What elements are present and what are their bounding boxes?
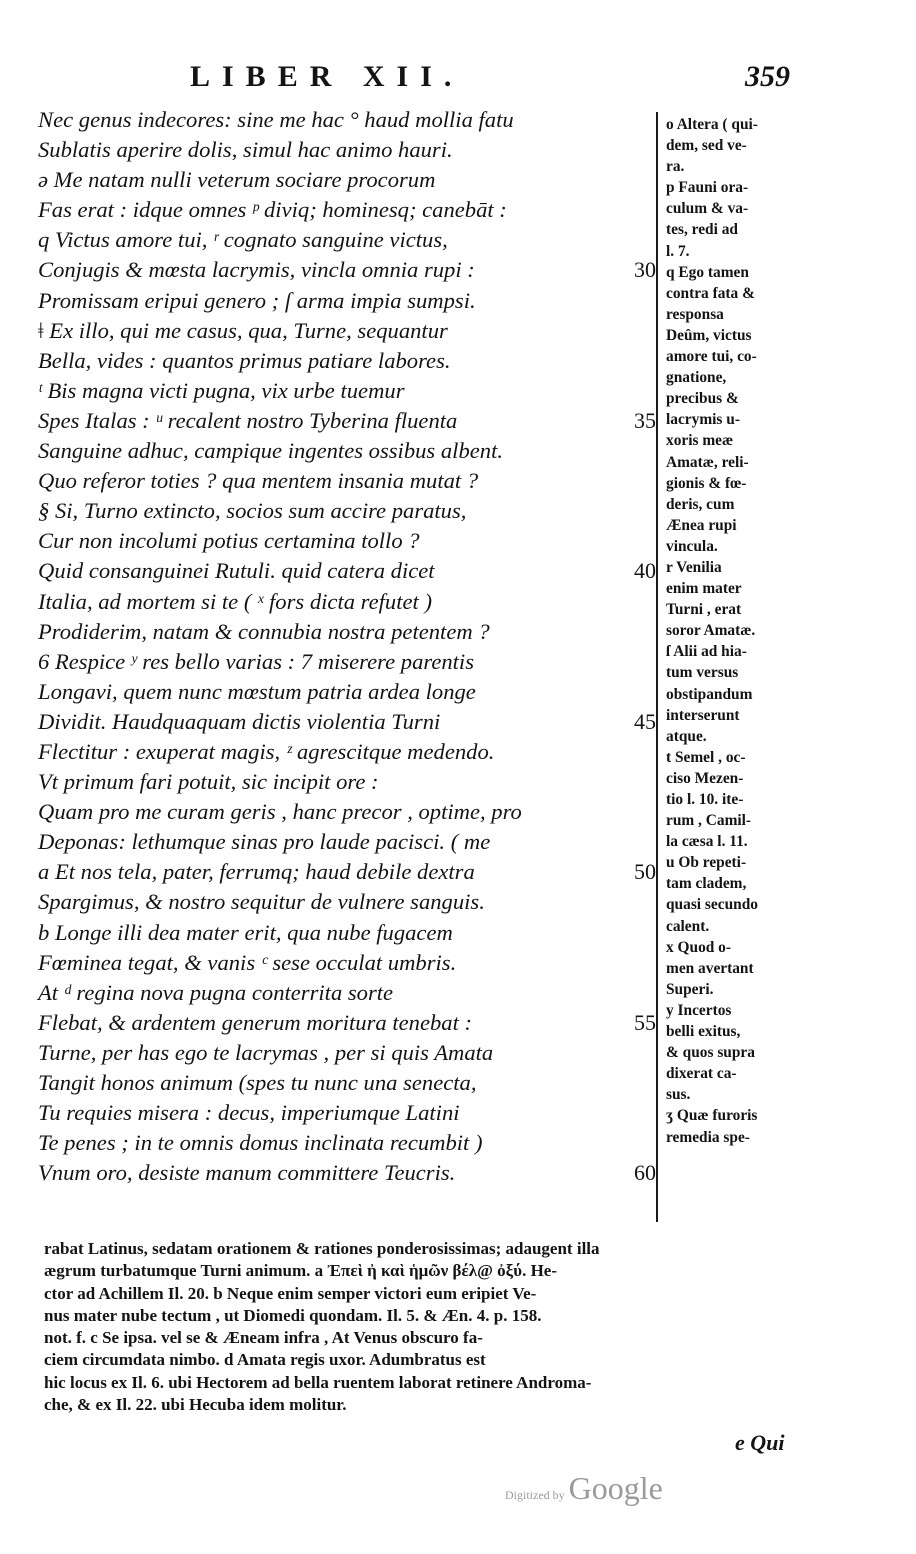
verse-line: [38, 978, 668, 1008]
verse-line: [38, 1038, 668, 1068]
page-number: 359: [745, 60, 790, 93]
gloss-line: calent.: [666, 917, 710, 935]
gloss-line: belli exitus,: [666, 1023, 741, 1041]
verse-line: [38, 647, 668, 677]
verse-text: a Et nos tela, pater, ferrumq; haud debile dextra: [38, 859, 475, 885]
verse-text: § Si, Turno extincto, socios sum accire paratus,: [38, 498, 467, 524]
gloss-line: tum versus: [666, 664, 739, 682]
gloss-line: ra.: [666, 158, 685, 176]
footnote-line: hic locus ex Il. 6. ubi Hectorem ad bella ruentem laborat retinere Androma-: [44, 1372, 592, 1392]
gloss-line: q Ego tamen: [666, 263, 749, 281]
verse-text: Dividit. Haudquaquam dictis violentia Turni: [38, 708, 441, 734]
column-divider: [656, 112, 658, 1222]
digitized-by-google-watermark: [505, 1470, 663, 1507]
verse-text: ǂ Ex illo, qui me casus, qua, Turne, sequantur: [38, 317, 448, 343]
verse-text: 6 Respice ʸ res bello varias : 7 miserere parentis: [38, 648, 474, 674]
verse-text: ᵗ Bis magna victi pugna, vix urbe tuemur: [38, 377, 405, 403]
verse-line: [38, 797, 668, 827]
footnote-line: rabat Latinus, sedatam orationem & rationes ponderosissimas; adaugent illa: [44, 1239, 600, 1258]
watermark-brand: Google: [568, 1470, 663, 1506]
line-number: 50: [634, 859, 656, 885]
verse-line: [38, 255, 668, 285]
verse-text: Flebat, & ardentem generum moritura tenebat :: [38, 1009, 473, 1035]
verse-text: Sublatis aperire dolis, simul hac animo hauri.: [38, 137, 453, 163]
gloss-line: Deûm, victus: [666, 326, 752, 344]
verse-line: [38, 707, 668, 737]
gloss-line: tes, redi ad: [666, 221, 738, 239]
verse-line: [38, 1098, 668, 1128]
verse-line: [38, 316, 668, 346]
gloss-line: enim mater: [666, 580, 742, 598]
verse-text: Spes Italas : ᵘ recalent nostro Tyberina fluenta: [38, 407, 458, 433]
verse-text: Quid consanguinei Rutuli. quid catera dicet: [38, 558, 435, 584]
verse-text: ǝ Me natam nulli veterum sociare procorum: [38, 167, 436, 193]
verse-text: Italia, ad mortem si te ( ˣ fors dicta refutet ): [38, 588, 432, 614]
verse-line: [38, 105, 668, 135]
verse-line: [38, 1128, 668, 1158]
running-head: LIBER XII.: [190, 60, 464, 93]
gloss-line: atque.: [666, 727, 707, 745]
verse-text: Quam pro me curam geris , hanc precor , optime, pro: [38, 799, 522, 825]
line-number: 35: [634, 407, 656, 433]
footnote-line: ægrum turbatumque Turni animum. a Ἐπεὶ ἠ καὶ ἡμῶν βέλ@ ὀξύ. He-: [44, 1261, 557, 1281]
gloss-line: t Semel , oc-: [666, 748, 746, 766]
gloss-line: lacrymis u-: [666, 411, 740, 429]
verse-text: Flectitur : exuperat magis, ᶻ agrescitque medendo.: [38, 738, 495, 764]
gloss-line: tio l. 10. ite-: [666, 791, 744, 808]
gloss-line: contra fata &: [666, 284, 755, 302]
verse-line: [38, 827, 668, 857]
verse-line: [38, 587, 668, 617]
verse-text: Tu requies misera : decus, imperiumque Latini: [38, 1100, 460, 1126]
gloss-line: ʒ Quæ furoris: [666, 1107, 758, 1125]
line-number: 60: [634, 1160, 656, 1186]
verse-line: [38, 556, 668, 586]
verse-text: Promissam eripui genero ; ſ arma impia sumpsi.: [38, 287, 476, 313]
verse-text: Tangit honos animum (spes tu nunc una senecta,: [38, 1070, 477, 1095]
watermark-prefix: Digitized by: [505, 1488, 565, 1502]
verse-text: Vnum oro, desiste manum committere Teucris.: [38, 1160, 456, 1186]
verse-text: b Longe illi dea mater erit, qua nube fugacem: [38, 919, 453, 945]
gloss-line: la cæsa l. 11.: [666, 833, 748, 851]
verse-line: [38, 406, 668, 436]
gloss-line: obstipandum: [666, 685, 753, 703]
verse-line: [38, 496, 668, 526]
gloss-line: culum & va-: [666, 200, 749, 218]
footnotes: [44, 1238, 824, 1416]
verse-line: [38, 165, 668, 195]
verse-line: [38, 436, 668, 466]
verse-text: Conjugis & mœsta lacrymis, vincla omnia rupi :: [38, 257, 475, 283]
verse-text: Spargimus, & nostro sequitur de vulnere sanguis.: [38, 889, 485, 915]
verse-line: [38, 195, 668, 225]
line-number: 55: [634, 1009, 656, 1035]
gloss-line: r Venilia: [666, 558, 722, 576]
verse-text: At ᵈ regina nova pugna conterrita sorte: [38, 979, 394, 1005]
verse-text: Turne, per has ego te lacrymas , per si quis Amata: [38, 1039, 494, 1065]
verse-line: [38, 1068, 668, 1098]
verse-text: Sanguine adhuc, campique ingentes ossibus albent.: [38, 438, 503, 464]
footnote-line: ctor ad Achillem Il. 20. b Neque enim semper victori eum eripiet Ve-: [44, 1283, 537, 1303]
gloss-line: amore tui, co-: [666, 348, 757, 366]
gloss-line: quasi secundo: [666, 896, 758, 914]
line-number: 40: [634, 558, 656, 584]
verse-column: [38, 105, 668, 1188]
gloss-line: vincula.: [666, 537, 718, 555]
gloss-line: & quos supra: [666, 1044, 755, 1062]
verse-line: [38, 857, 668, 887]
gloss-line: Turni , erat: [666, 601, 742, 619]
gloss-line: sus.: [666, 1086, 691, 1104]
verse-line: [38, 1008, 668, 1038]
verse-text: Fas erat : idque omnes ᵖ diviq; hominesq; canebāt :: [38, 197, 507, 223]
gloss-line: xoris meæ: [666, 432, 734, 450]
gloss-line: p Fauni ora-: [666, 179, 749, 197]
verse-text: Deponas: lethumque sinas pro laude pacisci. ( me: [38, 829, 491, 855]
verse-line: [38, 617, 668, 647]
verse-text: Te penes ; in te omnis domus inclinata recumbit ): [38, 1130, 483, 1156]
footnote-line: ciem circumdata nimbo. d Amata regis uxor. Adumbratus est: [44, 1350, 486, 1370]
line-number: 45: [634, 708, 656, 734]
verse-text: Quo referor toties ? qua mentem insania mutat ?: [38, 468, 479, 494]
gloss-line: rum , Camil-: [666, 812, 752, 830]
verse-line: [38, 948, 668, 978]
verse-line: [38, 918, 668, 948]
gloss-line: Ænea rupi: [666, 516, 737, 534]
gloss-line: men avertant: [666, 959, 754, 977]
verse-line: [38, 887, 668, 917]
gloss-line: responsa: [666, 305, 724, 323]
gloss-line: ciso Mezen-: [666, 769, 744, 787]
verse-text: Cur non incolumi potius certamina tollo ?: [38, 528, 420, 554]
verse-line: [38, 677, 668, 707]
catchword: e Qui: [735, 1430, 785, 1455]
gloss-line: ſ Alii ad hia-: [666, 643, 747, 661]
verse-line: [38, 526, 668, 556]
verse-line: [38, 1158, 668, 1188]
marginal-glosses: [666, 114, 814, 1148]
gloss-line: dixerat ca-: [666, 1065, 737, 1083]
gloss-line: Superi.: [666, 980, 714, 998]
gloss-line: o Altera ( qui-: [666, 116, 758, 133]
gloss-line: interserunt: [666, 706, 740, 724]
verse-text: Prodiderim, natam & connubia nostra petentem ?: [38, 618, 490, 644]
gloss-line: deris, cum: [666, 495, 735, 513]
verse-line: [38, 376, 668, 406]
gloss-line: y Incertos: [666, 1001, 732, 1019]
gloss-line: precibus &: [666, 390, 739, 408]
gloss-line: gionis & fœ-: [666, 474, 747, 492]
verse-line: [38, 737, 668, 767]
verse-line: [38, 466, 668, 496]
verse-text: Fœminea tegat, & vanis ᶜ sese occulat umbris.: [38, 949, 457, 975]
verse-text: Bella, vides : quantos primus patiare labores.: [38, 347, 451, 373]
verse-line: [38, 135, 668, 165]
verse-text: Longavi, quem nunc mœstum patria ardea longe: [38, 678, 476, 704]
gloss-line: remedia spe-: [666, 1128, 750, 1146]
footnote-line: che, & ex Il. 22. ubi Hecuba idem molitur.: [44, 1395, 347, 1415]
verse-text: Vt primum fari potuit, sic incipit ore :: [38, 769, 379, 795]
gloss-line: gnatione,: [666, 369, 727, 387]
gloss-line: dem, sed ve-: [666, 137, 747, 155]
footnote-line: not. f. c Se ipsa. vel se & Æneam infra , At Venus obscuro fa-: [44, 1328, 483, 1348]
gloss-line: u Ob repeti-: [666, 854, 747, 872]
gloss-line: x Quod o-: [666, 938, 731, 956]
gloss-line: tam cladem,: [666, 875, 747, 893]
gloss-line: Amatæ, reli-: [666, 453, 749, 471]
gloss-line: soror Amatæ.: [666, 622, 756, 640]
gloss-line: l. 7.: [666, 242, 690, 260]
verse-line: [38, 225, 668, 255]
footnote-line: nus mater nube tectum , ut Diomedi quondam. Il. 5. & Æn. 4. p. 158.: [44, 1305, 542, 1325]
verse-line: [38, 767, 668, 797]
verse-text: Nec genus indecores: sine me hac ° haud mollia fatu: [38, 107, 514, 132]
verse-text: q Victus amore tui, ʳ cognato sanguine victus,: [38, 227, 448, 253]
verse-line: [38, 346, 668, 376]
verse-line: [38, 286, 668, 316]
line-number: 30: [634, 257, 656, 283]
